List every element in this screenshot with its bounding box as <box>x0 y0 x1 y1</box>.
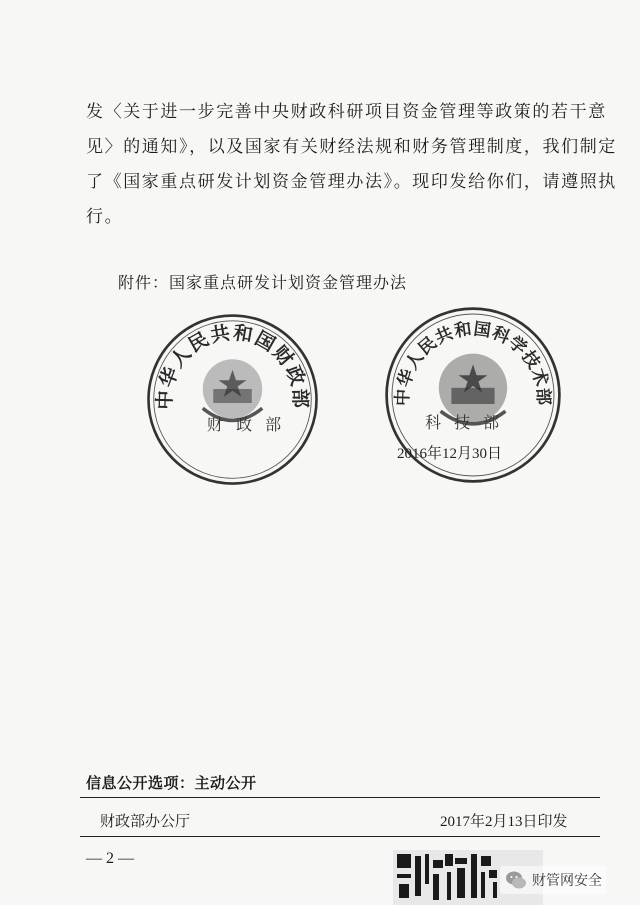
body-line: 了《国家重点研发计划资金管理办法》。现印发给你们，请遵照执 <box>86 172 617 192</box>
wechat-icon <box>504 868 528 892</box>
wechat-watermark <box>500 866 606 894</box>
finance-ministry-issuer: 财 政 部 <box>207 415 286 434</box>
footer-divider-top <box>80 797 600 798</box>
disclosure-option: 信息公开选项：主动公开 <box>86 774 257 792</box>
signing-date: 2016年12月30日 <box>397 446 503 462</box>
watermark-text: 财管网安全 <box>532 873 602 889</box>
body-line: 行。 <box>86 207 124 227</box>
print-date: 2017年2月13日印发 <box>440 814 568 830</box>
finance-ministry-seal <box>145 312 320 487</box>
seal-ring-text: 中华人民共和国科学技术部 <box>392 319 554 407</box>
body-line: 发〈关于进一步完善中央财政科研项目资金管理等政策的若干意 <box>86 102 607 122</box>
footer-divider-bottom <box>80 836 600 837</box>
attachment-line: 附件：国家重点研发计划资金管理办法 <box>118 273 408 292</box>
body-line: 见〉的通知》，以及国家有关财经法规和财务管理制度，我们制定 <box>86 137 617 157</box>
issuing-office: 财政部办公厅 <box>100 812 191 830</box>
page-number: — 2 — <box>86 850 134 867</box>
seal-ring-text: 中华人民共和国财政部 <box>153 320 312 410</box>
body-paragraph <box>86 95 617 235</box>
science-ministry-issuer: 科 技 部 <box>425 413 504 432</box>
